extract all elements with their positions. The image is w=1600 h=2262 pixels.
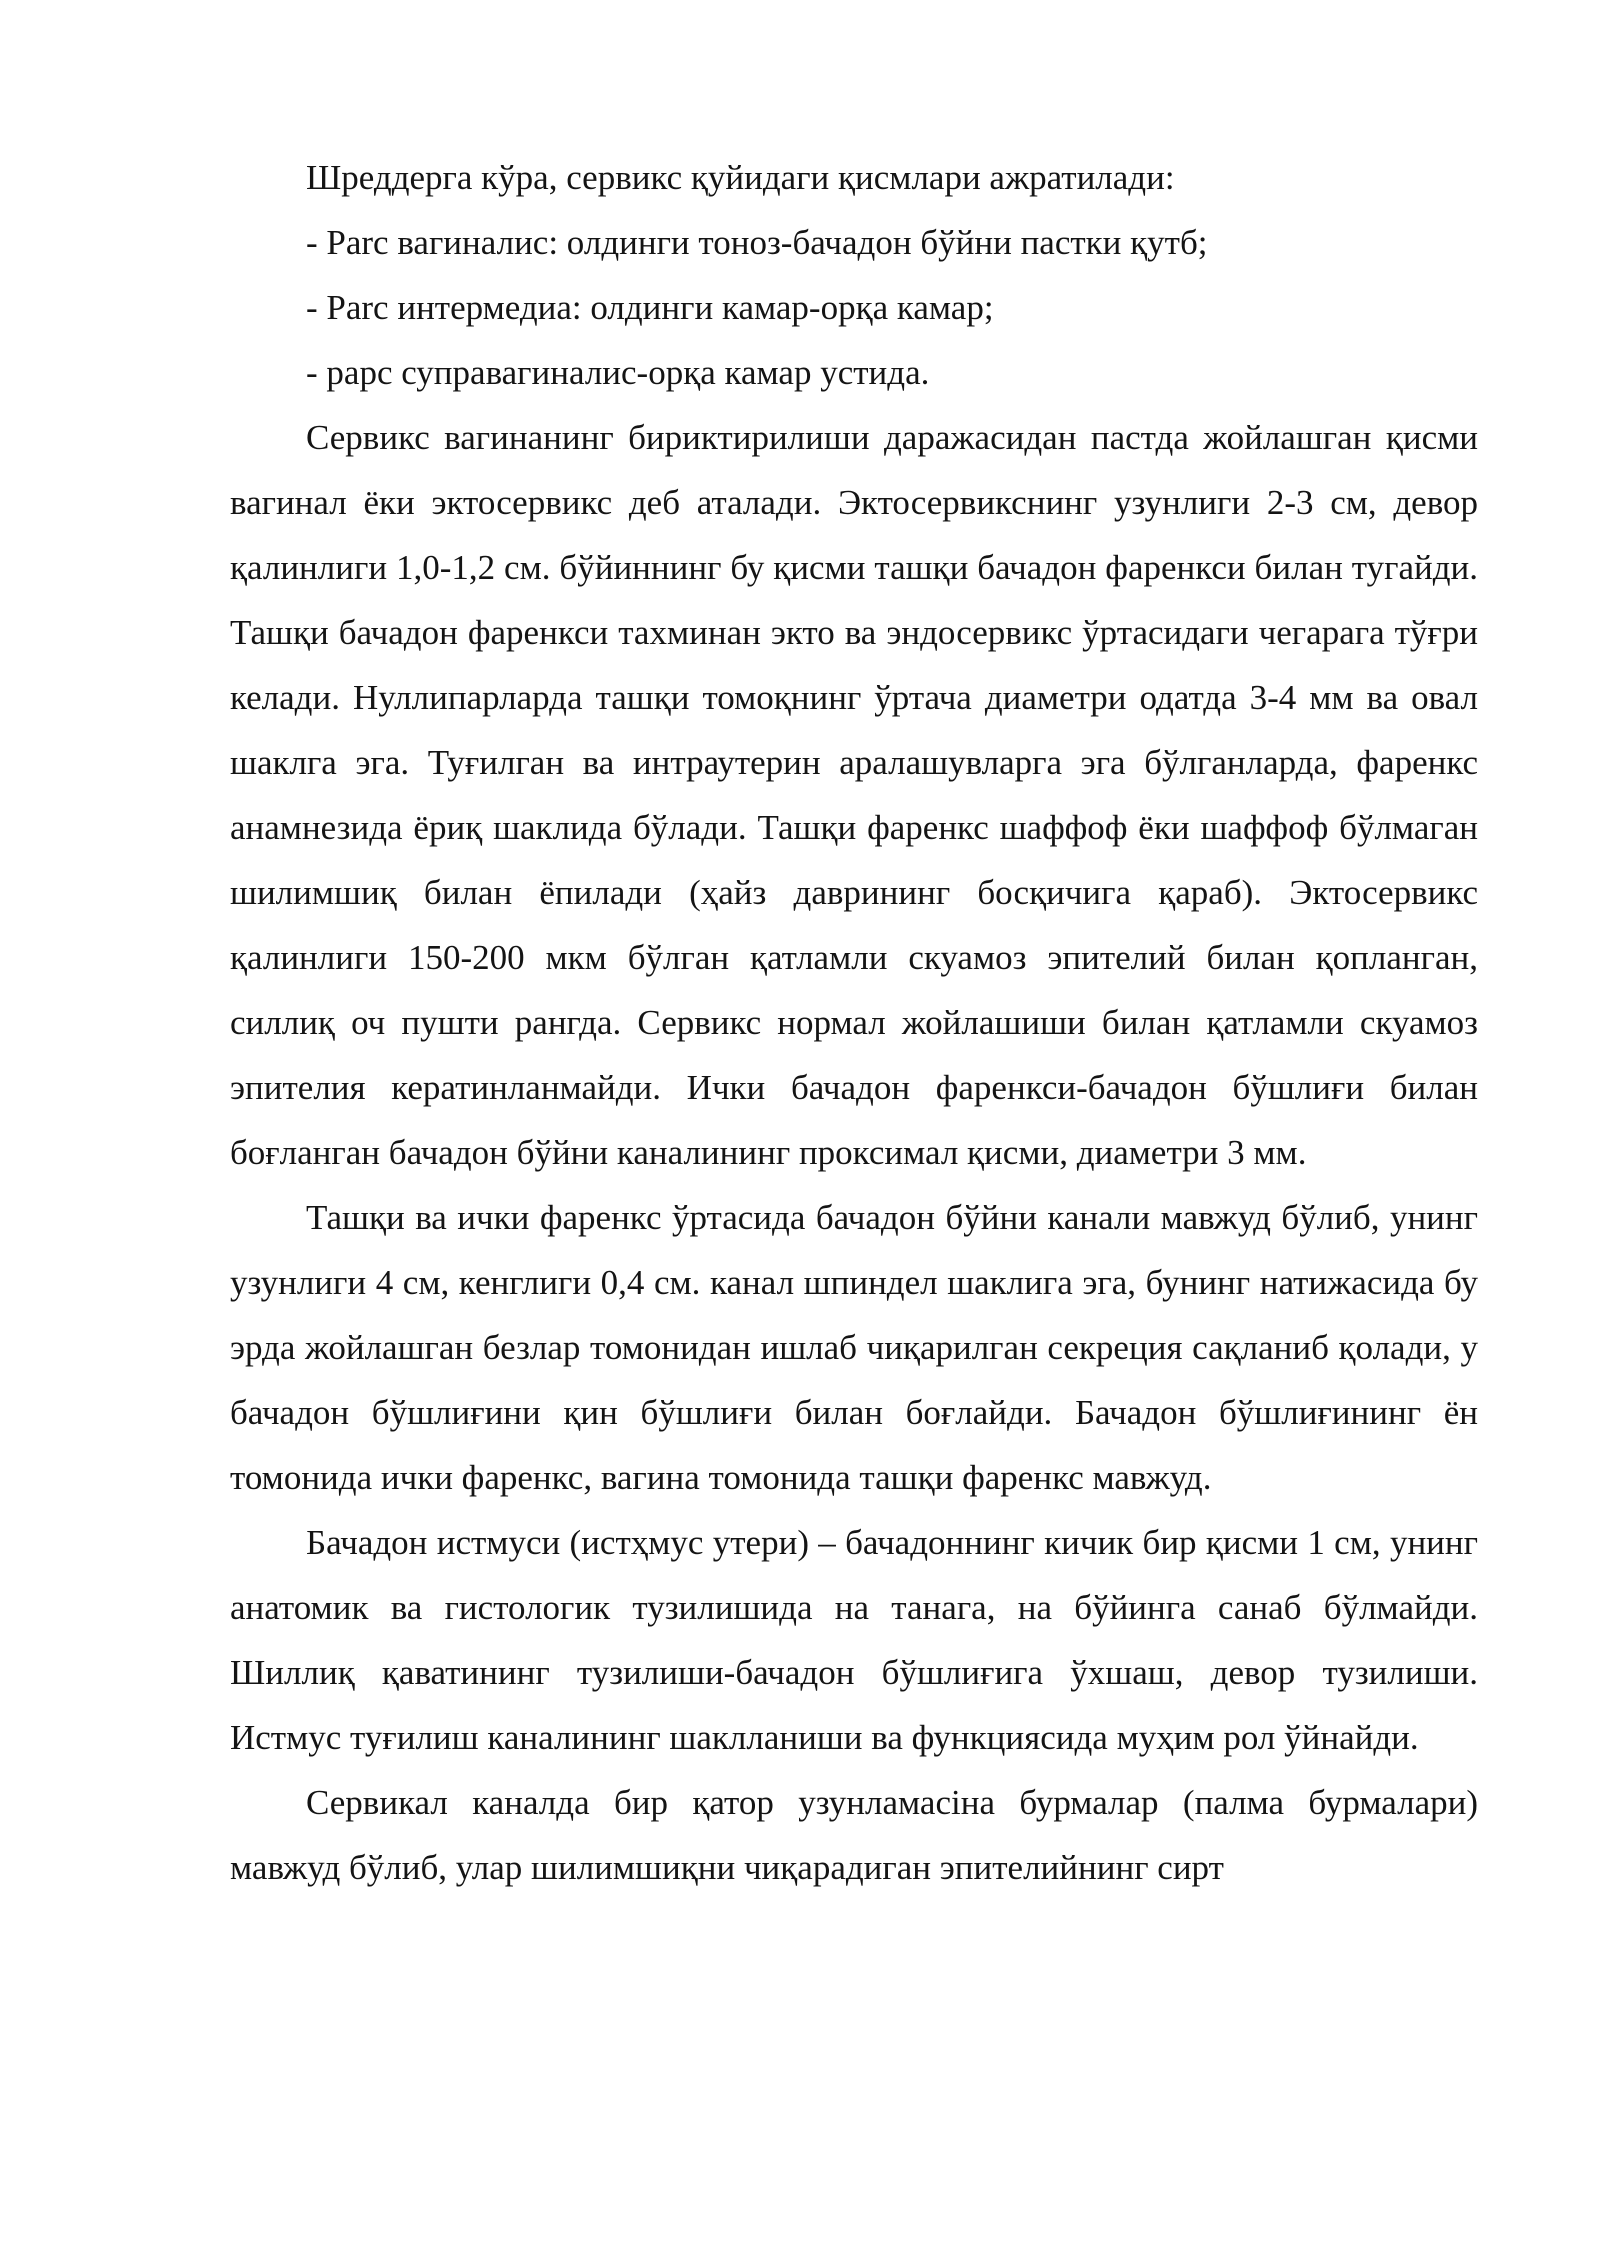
paragraph-isthmus: Бачадон истмуси (истҳмус утери) – бачадоннинг кичик бир қисми 1 см, унинг анатомик ва гистологик тузилишида на танага, на бўйинга санаб бўлмайди. Шиллиқ қаватининг тузилиши-бачадон бўшлиғига ўхшаш, девор тузилиши. Истмус туғилиш каналининг шаклланиши ва функциясида муҳим рол ўйнайди.: [230, 1523, 1478, 1757]
body-text: [230, 145, 1478, 1900]
list-item-pars-vaginalis: - Parс вагиналис: олдинги тоноз-бачадон бўйни пастки қутб;: [306, 223, 1208, 262]
paragraph-palm-folds: Сервикал каналда бир қатор узунламасіна бурмалар (палма бурмалари) мавжуд бўлиб, улар шилимшиқни чиқарадиган эпителийнинг сирт: [230, 1783, 1478, 1887]
paragraph-ectocervix: Сервикс вагинанинг бириктирилиши даражасидан пастда жойлашган қисми вагинал ёки эктосервикс деб аталади. Эктосервикснинг узунлиги 2-3 см, девор қалинлиги 1,0-1,2 см. бўйиннинг бу қисми ташқи бачадон фаренкси билан тугайди. Ташқи бачадон фаренкси тахминан экто ва эндосервикс ўртасидаги чегарага тўғри келади. Нуллипарларда ташқи томоқнинг ўртача диаметри одатда 3-4 мм ва овал шаклга эга. Туғилган ва интраутерин аралашувларга эга бўлганларда, фаренкс анамнезида ёриқ шаклида бўлади. Ташқи фаренкс шаффоф ёки шаффоф бўлмаган шилимшиқ билан ёпилади (ҳайз даврининг босқичига қараб). Эктосервикс қалинлиги 150-200 мкм бўлган қатламли скуамоз эпителий билан қопланган, силлиқ оч пушти рангда. Сервикс нормал жойлашиши билан қатламли скуамоз эпителия кератинланмайди. Ички бачадон фаренкси-бачадон бўшлиғи билан боғланган бачадон бўйни каналининг проксимал қисми, диаметри 3 мм.: [230, 418, 1478, 1172]
list-item-pars-supravaginalis: - рарс суправагиналис-орқа камар устида.: [306, 353, 930, 392]
intro-paragraph: Шреддерга кўра, сервикс қуйидаги қисмлари ажратилади:: [306, 158, 1175, 197]
list-item-pars-intermedia: - Parс интермедиа: олдинги камар-орқа камар;: [306, 288, 994, 327]
paragraph-cervical-canal: Ташқи ва ички фаренкс ўртасида бачадон бўйни канали мавжуд бўлиб, унинг узунлиги 4 см, кенглиги 0,4 см. канал шпиндел шаклига эга, бунинг натижасида бу эрда жойлашган безлар томонидан ишлаб чиқарилган секреция сақланиб қолади, у бачадон бўшлиғини қин бўшлиғи билан боғлайди. Бачадон бўшлиғининг ён томонида ички фаренкс, вагина томонида ташқи фаренкс мавжуд.: [230, 1198, 1478, 1497]
